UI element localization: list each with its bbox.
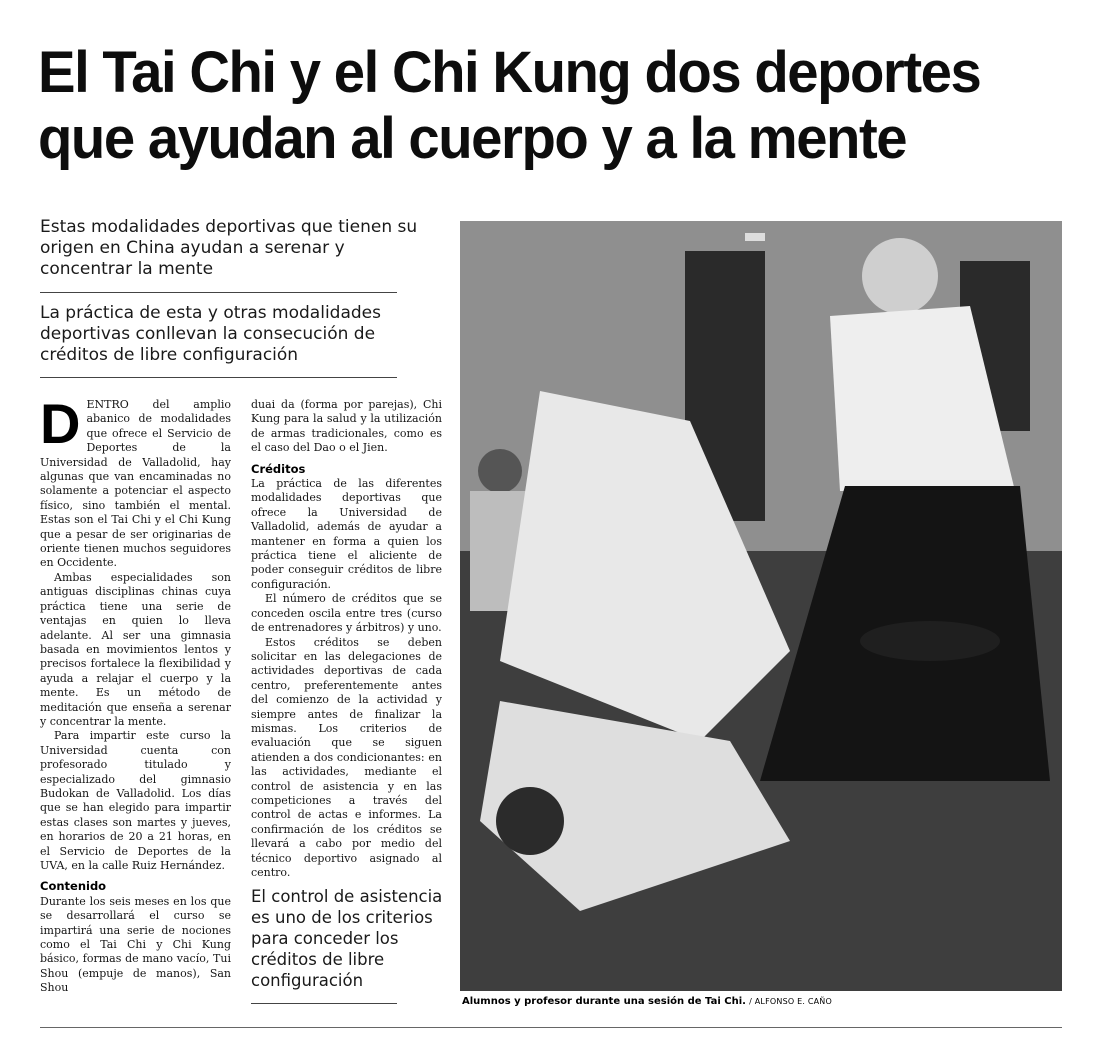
headline-line-2: que ayudan al cuerpo y a la mente <box>38 106 907 171</box>
body-paragraph-4: Durante los seis meses en los que se desarrollará el curso se impartirá una serie de nociones como el Tai Chi y Chi Kung básico, formas de mano vacío, Tui Shou (empuje de manos), San Shou <box>40 894 231 995</box>
spectator-head-1 <box>478 449 522 493</box>
caption-text: Alumnos y profesor durante una sesión de Tai Chi. <box>462 996 746 1007</box>
body-paragraph-1: ENTRO del amplio abanico de modalidades que ofrece el Servicio de Deportes de la Universidad de Valladolid, hay algunas que van encaminadas no solamente a potenciar el aspecto físico, sino también el mental. Estas son el Tai Chi y el Chi Kung que a pesar de ser originarias de oriente tienen muchos seguidores en Occidente. <box>40 398 231 570</box>
deck-divider-2 <box>40 377 397 378</box>
body-paragraph-7: El número de créditos que se conceden oscila entre tres (curso de entrenadores y árbitros) y uno. <box>251 592 442 635</box>
photo-tai-chi-class <box>460 221 1062 991</box>
body-paragraph-6: La práctica de las diferentes modalidades deportivas que ofrece la Universidad de Valladolid, además de ayudar a mantener en forma a quien los práctica tiene el aliciente de poder conseguir créditos de libre configuración. <box>251 477 442 591</box>
photo-illustration <box>460 221 1062 991</box>
headline-line-1: El Tai Chi y el Chi Kung dos deportes <box>38 40 981 105</box>
deck-second: La práctica de esta y otras modalidades deportivas conllevan la consecución de créditos de libre configuración <box>40 303 381 365</box>
body-paragraph-2: Ambas especialidades son antiguas disciplinas chinas cuya práctica tiene una serie de ventajas en quien lo lleva adelante. Al ser una gimnasia basada en movimientos lentos y precisos fortalece la flexibilidad y ayuda a relajar el cuerpo y la mente. Es un método de meditación que enseña a serenar y concentrar la mente. <box>40 570 231 728</box>
photo-credit: / ALFONSO E. CAÑO <box>749 997 832 1006</box>
pull-quote-rule <box>251 1003 397 1004</box>
deck-first: Estas modalidades deportivas que tienen su origen en China ayudan a serenar y concentrar la mente <box>40 217 418 279</box>
instructor-head <box>862 238 938 314</box>
student-head <box>496 787 564 855</box>
dropcap: D <box>40 392 81 455</box>
body-paragraph-5: duai da (forma por parejas), Chi Kung para la salud y la utilización de armas tradicionales, como es el caso del Dao o el Jien. <box>251 398 442 455</box>
exit-sign <box>745 233 765 241</box>
headline <box>38 40 1047 172</box>
body-paragraph-3: Para impartir este curso la Universidad cuenta con profesorado titulado y especializado del gimnasio Budokan de Valladolid. Los días que se han elegido para impartir estas clases son martes y jueves, en horarios de 20 a 21 horas, en el Servicio de Deportes de la UVA, en la calle Ruiz Hernández. <box>40 729 231 872</box>
pull-quote: El control de asistencia es uno de los criterios para conceder los créditos de libre configuración <box>251 887 443 990</box>
subhead-contenido: Contenido <box>40 879 107 894</box>
body-column-1 <box>40 392 231 996</box>
floor-shadow <box>860 621 1000 661</box>
subhead-creditos: Créditos <box>251 461 306 476</box>
body-column-2 <box>251 398 442 880</box>
bottom-rule <box>40 1027 1062 1028</box>
photo-caption <box>462 996 1062 1007</box>
deck-divider-1 <box>40 292 397 293</box>
body-paragraph-8: Estos créditos se deben solicitar en las delegaciones de actividades deportivas de cada centro, preferentemente antes del comienzo de la actividad y siempre antes de finalizar la mismas. Los criterios de evaluación que se siguen atienden a dos condicionantes: en las actividades, mediante el control de asistencia y en las competiciones a través del control de actas e informes. La confirmación de los créditos se llevará a cabo por medio del técnico deportivo asignado al centro. <box>251 635 442 879</box>
